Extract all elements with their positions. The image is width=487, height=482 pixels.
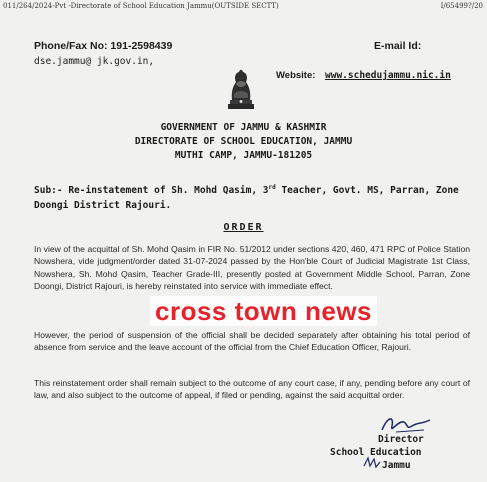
file-reference: 011/264/2024-Pvt -Directorate of School Education Jammu(OUTSIDE SECTT) bbox=[3, 2, 279, 10]
email-label: E-mail Id: bbox=[374, 40, 422, 52]
signatory-location: Jammu bbox=[382, 460, 411, 471]
order-heading: ORDER bbox=[223, 222, 264, 233]
phone-fax: Phone/Fax No: 191-2598439 bbox=[34, 40, 173, 52]
order-paragraph-reinstatement: In view of the acquittal of Sh. Mohd Qasim in FIR No. 51/2012 under sections 420, 460, 471 RPC of Police Station Nowshera, vide judgment/order dated 31-07-2024 passed by the Hon'ble Court of Judicial Magistrate 1st Class, Nowshera, Sh. Mohd Qasim, Teacher Grade-III, presently posted at Government Middle School, Parran, Zone Doongi, District Rajouri, is hereby reinstated into service with immediate effect. bbox=[34, 244, 470, 291]
signatory-designation: Director bbox=[378, 434, 424, 445]
subject-line: Sub:- Re-instatement of Sh. Mohd Qasim, 3rd Teacher, Govt. MS, Parran, Zone Doongi District Rajouri. bbox=[34, 184, 459, 212]
directorate-address: MUTHI CAMP, JAMMU-181205 bbox=[174, 150, 313, 161]
signatory-department: School Education bbox=[330, 447, 422, 458]
email-address: dse.jammu@ jk.gov.in, bbox=[34, 56, 155, 67]
website-label: Website: bbox=[276, 70, 316, 81]
website-link[interactable]: www.schedujammu.nic.in bbox=[325, 70, 451, 81]
order-paragraph-suspension: However, the period of suspension of the official shall be decided separately after obtaining his total period of absence from service and the leave account of the official from the Chief Education Officer, Rajouri. bbox=[34, 330, 470, 353]
document-number: I/65499?/20 bbox=[440, 2, 483, 10]
initials-mark bbox=[362, 456, 382, 470]
government-title: GOVERNMENT OF JAMMU & KASHMIR bbox=[160, 122, 327, 133]
state-emblem-icon bbox=[222, 64, 260, 112]
order-paragraph-conditions: This reinstatement order shall remain subject to the outcome of any court case, if any, pending before any court of law, and also subject to the outcome of appeal, if filed or pending, against the said acquittal order. bbox=[34, 378, 470, 401]
watermark-overlay: cross town news bbox=[150, 296, 377, 326]
directorate-title: DIRECTORATE OF SCHOOL EDUCATION, JAMMU bbox=[134, 136, 353, 147]
